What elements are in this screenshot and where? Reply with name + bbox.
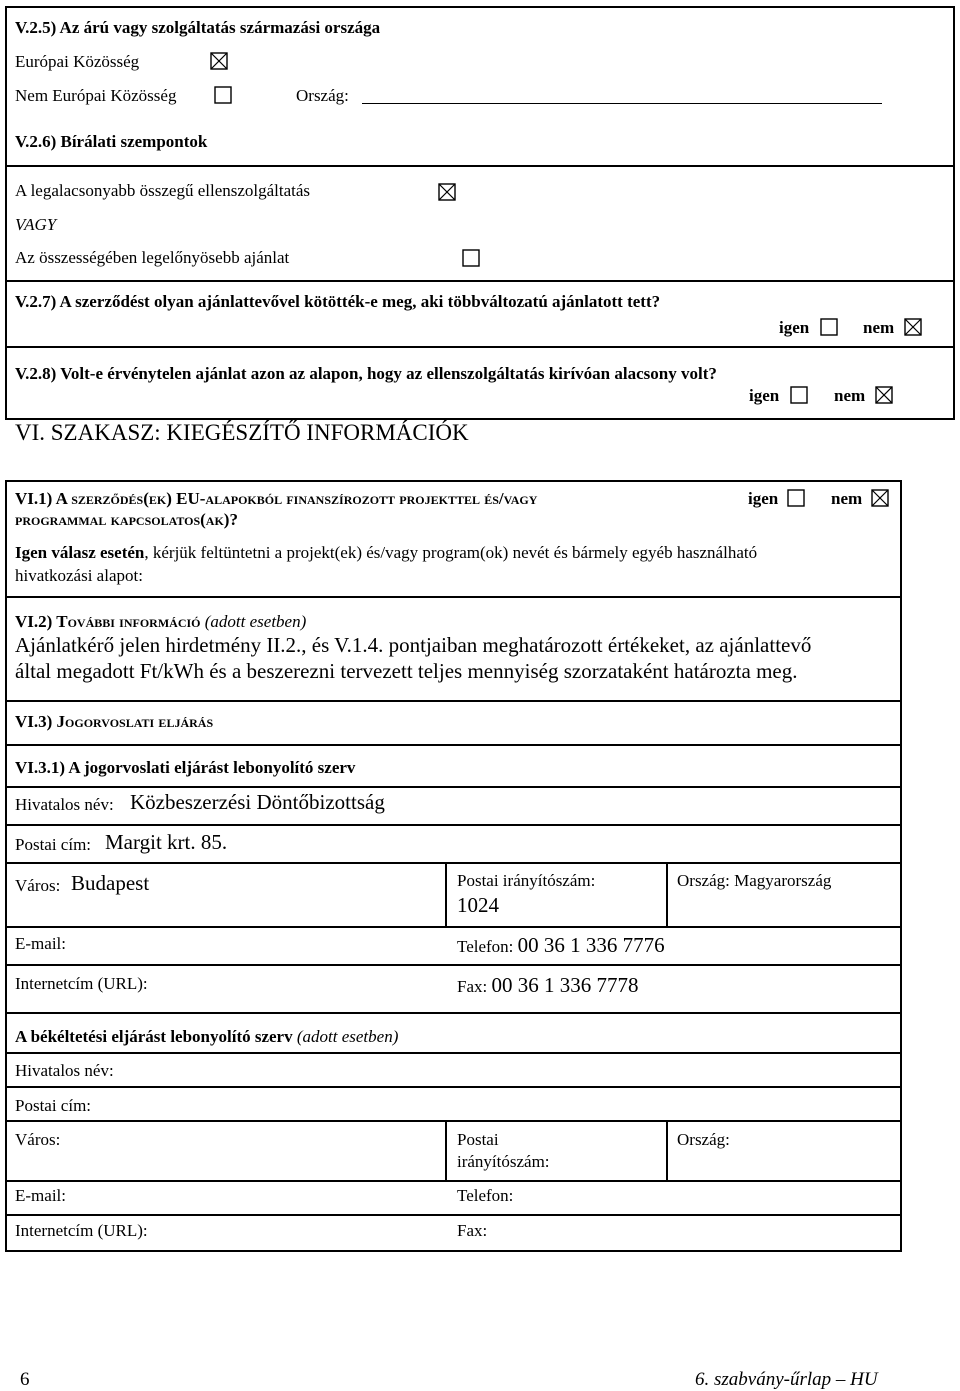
mediation-divider-2	[666, 1120, 668, 1182]
remedy-city-value: Budapest	[71, 871, 150, 895]
country-input-line[interactable]	[362, 103, 882, 104]
remedy-country-value: Magyarország	[734, 871, 832, 890]
empty-box-icon	[214, 86, 232, 104]
eu-funds-no-checkbox[interactable]	[871, 489, 889, 507]
additional-info-line2: által megadott Ft/kWh és a beszerezni tervezett teljes mennyiség szorzataként határozta meg.	[15, 659, 798, 683]
page-number: 6	[20, 1369, 30, 1390]
mediation-name-label: Hivatalos név:	[15, 1061, 114, 1080]
mediation-heading	[15, 1027, 398, 1047]
origin-heading: V.2.5) Az árú vagy szolgáltatás származási országa	[15, 18, 381, 37]
variant-yes-checkbox[interactable]	[820, 318, 838, 336]
remedy-phone-value: 00 36 1 336 7776	[517, 933, 665, 957]
empty-box-icon	[787, 489, 805, 507]
mediation-phone-label: Telefon:	[457, 1186, 514, 1205]
remedy-phone-label: Telefon:	[457, 937, 514, 956]
checked-box-icon	[210, 52, 228, 70]
remedy-divider-2	[666, 862, 668, 928]
eu-label: Európai Közösség	[15, 52, 140, 71]
variant-no-label: nem	[863, 318, 895, 337]
remedy-divider-1	[445, 862, 447, 928]
or-label: VAGY	[15, 215, 57, 234]
mediation-email-label: E-mail:	[15, 1186, 66, 1205]
mediation-country-label: Ország:	[677, 1130, 730, 1149]
remedy-url-label: Internetcím (URL):	[15, 974, 148, 993]
mediation-zip-label-2: irányítószám:	[457, 1152, 550, 1171]
remedy-country-label	[677, 871, 831, 891]
best-value-label: Az összességében legelőnyösebb ajánlat	[15, 248, 290, 267]
remedy-name-value: Közbeszerzési Döntőbizottság	[130, 790, 385, 814]
additional-info-line1: Ajánlatkérő jelen hirdetmény II.2., és V.1.4. pontjaiban meghatározott értékeket, az ajánlattevő	[15, 633, 812, 657]
checked-box-icon	[875, 386, 893, 404]
lowest-price-checkbox[interactable]	[438, 183, 456, 201]
mediation-address-label: Postai cím:	[15, 1096, 92, 1115]
remedy-email-label: E-mail:	[15, 934, 66, 953]
eu-funds-note-line1	[15, 543, 757, 563]
remedy-fax-label: Fax:	[457, 977, 488, 996]
checked-box-icon	[871, 489, 889, 507]
best-value-checkbox[interactable]	[462, 249, 480, 267]
remedy-zip-value: 1024	[457, 893, 499, 917]
form-label: 6. szabvány-űrlap – HU	[695, 1369, 878, 1390]
remedy-country-label-text: Ország:	[677, 871, 730, 890]
country-label: Ország:	[296, 86, 349, 105]
low-price-yes-label: igen	[749, 386, 780, 405]
mediation-email-row	[5, 1180, 902, 1216]
checked-box-icon	[438, 183, 456, 201]
non-eu-label: Nem Európai Közösség	[15, 86, 177, 105]
low-price-no-checkbox[interactable]	[875, 386, 893, 404]
empty-box-icon	[790, 386, 808, 404]
eu-funds-question-line2: programmal kapcsolatos(ak)?	[15, 510, 238, 529]
mediation-city-label: Város:	[15, 1130, 61, 1149]
additional-info-heading	[15, 612, 306, 632]
low-price-yes-checkbox[interactable]	[790, 386, 808, 404]
remedy-name-label: Hivatalos név:	[15, 795, 114, 814]
remedy-phone-field	[457, 933, 665, 958]
low-price-question: V.2.8) Volt-e érvénytelen ajánlat azon az alapon, hogy az ellenszolgáltatás kirívóan alacsony volt?	[15, 364, 717, 383]
additional-info-heading-text: VI.2) További információ	[15, 612, 201, 631]
remedy-body-heading: VI.3.1) A jogorvoslati eljárást lebonyolító szerv	[15, 758, 356, 777]
eu-funds-note-rest: , kérjük feltüntetni a projekt(ek) és/vagy program(ok) nevét és bármely egyéb használható	[144, 543, 758, 562]
additional-info-heading-italic: (adott esetben)	[204, 612, 307, 631]
empty-box-icon	[462, 249, 480, 267]
eu-funds-no-label: nem	[831, 489, 863, 508]
checked-box-icon	[904, 318, 922, 336]
variant-no-checkbox[interactable]	[904, 318, 922, 336]
criteria-heading: V.2.6) Bírálati szempontok	[15, 132, 208, 151]
mediation-address-row	[5, 1086, 902, 1122]
variant-yes-label: igen	[779, 318, 810, 337]
eu-funds-yes-checkbox[interactable]	[787, 489, 805, 507]
mediation-divider-1	[445, 1120, 447, 1182]
remedy-zip-label: Postai irányítószám:	[457, 871, 596, 890]
mediation-url-label: Internetcím (URL):	[15, 1221, 148, 1240]
variant-offer-question: V.2.7) A szerződést olyan ajánlattevővel kötötték-e meg, aki többváltozatú ajánlatott tett?	[15, 292, 661, 311]
remedy-city-label: Város:	[15, 876, 61, 895]
lowest-price-label: A legalacsonyabb összegű ellenszolgáltatás	[15, 181, 311, 200]
remedy-heading: VI.3) Jogorvoslati eljárás	[15, 712, 214, 731]
eu-funds-note-bold: Igen válasz esetén	[15, 543, 145, 562]
remedy-fax-value: 00 36 1 336 7778	[491, 973, 639, 997]
remedy-fax-field	[457, 973, 638, 998]
mediation-city-row	[5, 1120, 902, 1182]
remedy-address-value: Margit krt. 85.	[105, 830, 228, 854]
eu-funds-note-line2: hivatkozási alapot:	[15, 566, 143, 585]
mediation-name-row	[5, 1052, 902, 1088]
mediation-fax-label: Fax:	[457, 1221, 488, 1240]
eu-checkbox[interactable]	[210, 52, 228, 70]
eu-funds-question-line1: VI.1) A szerződés(ek) EU-alapokból finanszírozott projekttel és/vagy	[15, 489, 538, 508]
empty-box-icon	[820, 318, 838, 336]
low-price-no-label: nem	[834, 386, 866, 405]
remedy-address-label: Postai cím:	[15, 835, 92, 854]
eu-funds-yes-label: igen	[748, 489, 779, 508]
mediation-heading-text: A békéltetési eljárást lebonyolító szerv	[15, 1027, 293, 1046]
remedy-email-row	[5, 926, 902, 966]
non-eu-checkbox[interactable]	[214, 86, 232, 104]
mediation-zip-label-1: Postai	[457, 1130, 499, 1149]
mediation-heading-italic: (adott esetben)	[296, 1027, 399, 1046]
variant-offer-section	[5, 280, 955, 348]
section-6-title: VI. SZAKASZ: KIEGÉSZÍTŐ INFORMÁCIÓK	[15, 420, 469, 445]
